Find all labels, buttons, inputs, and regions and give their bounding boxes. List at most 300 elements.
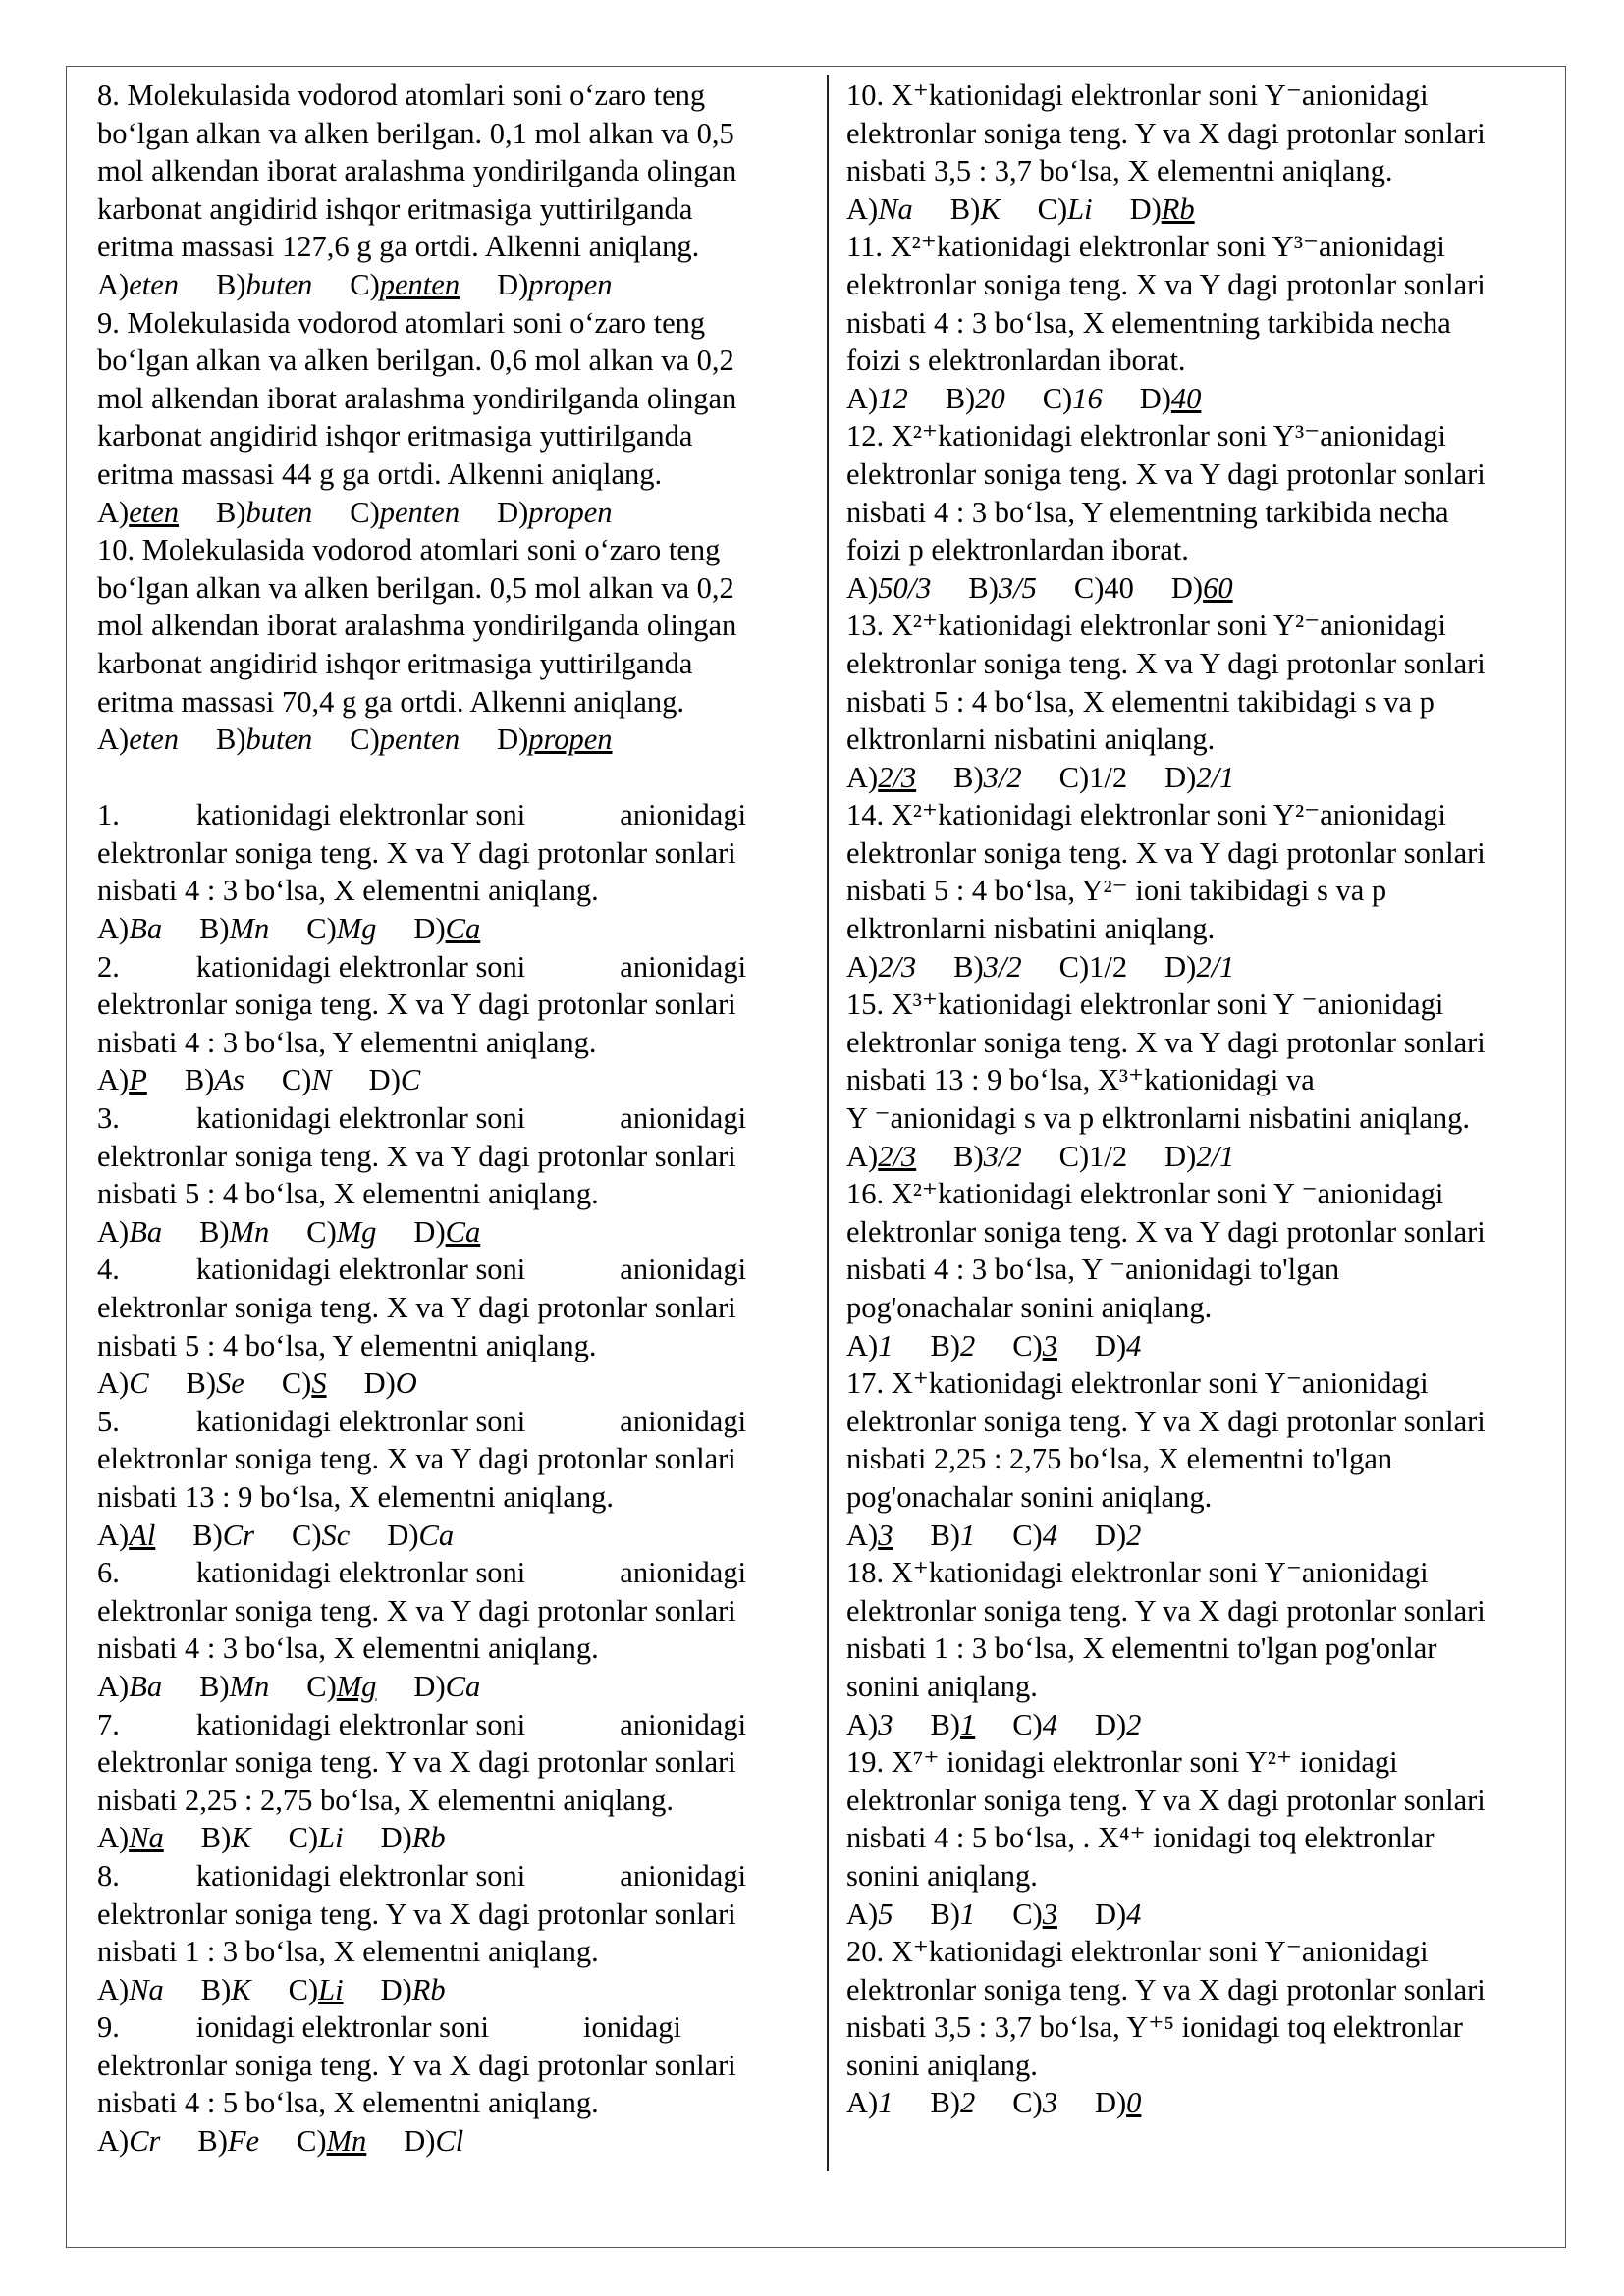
option-letter: C) [1012,1707,1043,1741]
option-value: C [400,1063,421,1097]
option-letter: A) [97,1821,130,1855]
question-text-line: bo‘lgan alkan va alken berilgan. 0,5 mol alkan va 0,2 [97,570,734,605]
option-value: 1/2 [1089,949,1128,984]
answer-option-correct [97,1819,164,1857]
answer-option [846,1327,893,1365]
answer-option [97,1971,164,2009]
option-value: N [311,1063,332,1097]
question-text-line: pog'onachalar sonini aniqlang. [846,1479,1213,1514]
question-text-line: 14. X²⁺kationidagi elektronlar soni Y²⁻anionidagi [846,798,1446,832]
option-letter: D) [380,1821,412,1855]
question-stem-line [97,2008,806,2047]
question-text-line: mol alkendan iborat aralashma yondirilganda olingan [97,381,737,415]
option-value: C [129,1366,149,1401]
option-value: penten [379,267,460,301]
option-letter: D) [497,267,529,301]
answer-option [1164,759,1234,797]
answer-option [289,1819,344,1857]
answer-option-correct [1012,1327,1057,1365]
option-value: 1 [959,1707,976,1741]
answer-options [97,1061,806,1099]
answer-option [199,1668,269,1706]
answer-option [1012,1517,1057,1555]
option-value: S [311,1366,327,1401]
question-stem-text: ionidagi elektronlar soni [195,2010,490,2045]
option-value: 2/1 [1196,949,1235,984]
option-value: 3 [1042,1328,1057,1362]
option-letter: B) [949,191,981,226]
answer-option [1038,190,1093,229]
answer-option [968,569,1036,608]
option-value: Mn [229,1214,270,1249]
question-number: 6. [97,1556,120,1590]
answer-option [97,2122,160,2161]
question-number: 1. [97,798,120,832]
option-value: Ba [129,1214,163,1249]
answer-options [97,266,806,304]
answer-option [282,1061,332,1099]
option-value: Mg [336,912,377,946]
option-value: eten [129,722,179,757]
answer-options [846,2084,1553,2122]
option-value: Li [318,1821,344,1855]
answer-option-correct [297,2122,366,2161]
answer-option-correct [497,721,612,759]
option-letter: C) [1037,191,1068,226]
question-text-line: elektronlar soniga teng. X va Y dagi protonlar sonlari [846,646,1486,680]
option-value: Mn [326,2124,367,2159]
option-letter: B) [930,1328,960,1362]
question-text-line: karbonat angidirid ishqor eritmasiga yuttirilganda [97,419,693,454]
option-letter: B) [953,1139,984,1173]
option-value: O [395,1366,417,1401]
answer-option [950,190,1001,229]
option-letter: B) [216,495,246,529]
question-text-line: elektronlar soniga teng. X va Y dagi protonlar sonlari [846,835,1486,870]
option-value: Na [878,191,913,226]
option-letter: D) [413,1669,446,1703]
option-letter: C) [306,1669,337,1703]
option-letter: A) [846,1896,879,1931]
question-stem-line [97,796,806,834]
answer-option [1095,1327,1141,1365]
question-stem-text: anionidagi [620,1556,747,1590]
option-letter: D) [380,1972,412,2006]
question-text-line: eritma massasi 44 g ga ortdi. Alkenni aniqlang. [97,456,663,491]
option-value: 2 [959,2086,976,2120]
question-text-line: elektronlar soniga teng. Y va X dagi protonlar sonlari [846,116,1486,150]
answer-option [1164,948,1234,987]
option-letter: C) [288,1821,319,1855]
option-letter: A) [846,760,879,794]
question-stem-line [97,1554,806,1592]
question-text-line: 12. X²⁺kationidagi elektronlar soni Y³⁻anionidagi [846,419,1446,454]
question-text-line: bo‘lgan alkan va alken berilgan. 0,1 mol alkan va 0,5 [97,116,734,150]
answer-option [199,1213,269,1252]
answer-option [1095,1517,1141,1555]
answer-option [1095,1706,1141,1744]
answer-option [185,1061,244,1099]
option-letter: A) [97,1518,130,1552]
question-text-line: nisbati 4 : 3 bo‘lsa, X elementning tarkibida necha [846,305,1451,340]
option-letter: C) [1012,1518,1043,1552]
question-text-line: sonini aniqlang. [846,1858,1038,1893]
question-number: 4. [97,1253,120,1287]
option-value: 1/2 [1089,1139,1128,1173]
question-stem-line [97,1251,806,1289]
question-number: 7. [97,1707,120,1741]
question-text-line: elektronlar soniga teng. Y va X dagi protonlar sonlari [97,2048,736,2082]
option-value: Na [129,1972,164,2006]
option-value: 3/2 [983,949,1022,984]
question-text-line: mol alkendan iborat aralashma yondirilganda olingan [97,154,737,188]
option-value: 2/3 [878,1139,917,1173]
answer-option [381,1819,446,1857]
question-text-line: 19. X⁷⁺ ionidagi elektronlar soni Y²⁺ ionidagi [846,1745,1398,1780]
answer-option-correct [1130,190,1195,229]
question-text-line: nisbati 3,5 : 3,7 bo‘lsa, Y⁺⁵ ionidagi toq elektronlar [846,2010,1463,2045]
option-letter: D) [1164,1139,1197,1173]
option-value: 3/2 [983,1139,1022,1173]
answer-option [216,494,312,532]
answer-option [292,1517,350,1555]
option-value: 5 [878,1896,893,1931]
question-text-line: nisbati 1 : 3 bo‘lsa, X elementni aniqlang. [97,1935,599,1969]
answer-option [216,266,312,304]
option-value: Li [1067,191,1093,226]
option-value: K [231,1972,251,2006]
answer-options [846,1896,1553,1934]
option-letter: B) [197,2124,228,2159]
option-letter: C) [1012,1328,1043,1362]
answer-option [97,1213,162,1252]
option-letter: B) [953,949,984,984]
question-text-line: 8. Molekulasida vodorod atomlari soni o‘zaro teng [97,79,706,112]
option-value: Mg [336,1669,377,1703]
answer-option [846,948,916,987]
question-text-line: elktronlarni nisbatini aniqlang. [846,912,1216,946]
answer-options [97,1517,806,1555]
question-text-line: nisbati 4 : 5 bo‘lsa, X elementni aniqlang. [97,2086,599,2120]
answer-option [846,380,908,418]
question-text-line: foizi p elektronlardan iborat. [846,533,1189,567]
question-text-line: nisbati 5 : 4 bo‘lsa, X elementni takibidagi s va p [846,684,1435,719]
question-text-line: nisbati 4 : 3 bo‘lsa, X elementni aniqlang. [97,874,599,908]
question-text-line: elektronlar soniga teng. X va Y dagi protonlar sonlari [97,1291,736,1324]
option-value: As [214,1063,244,1097]
answer-option [953,948,1021,987]
option-letter: B) [930,2086,960,2120]
answer-option [404,2122,463,2161]
answer-options [846,1517,1553,1555]
question-text-line: elektronlar soniga teng. Y va X dagi protonlar sonlari [97,1745,736,1780]
option-letter: D) [387,1518,419,1552]
option-value: 4 [1126,1896,1142,1931]
answer-option-correct [846,1517,893,1555]
option-value: Rb [1161,191,1195,226]
question-number: 5. [97,1404,120,1438]
question-text-line: karbonat angidirid ishqor eritmasiga yuttirilganda [97,191,693,226]
option-value: 1 [878,1328,893,1362]
option-value: 2 [1126,1707,1142,1741]
question-text-line: elektronlar soniga teng. Y va X dagi protonlar sonlari [846,1404,1486,1438]
option-value: 3 [878,1518,893,1552]
option-letter: A) [97,1214,130,1249]
answer-option [846,190,913,229]
option-value: propen [528,722,613,757]
option-letter: C) [306,1214,337,1249]
option-value: 40 [1170,381,1202,415]
answer-option-correct [306,1668,376,1706]
option-letter: B) [930,1896,960,1931]
question-text-line: elektronlar soniga teng. X va Y dagi protonlar sonlari [846,1025,1486,1059]
question-text-line: nisbati 4 : 3 bo‘lsa, X elementni aniqlang. [97,1631,599,1666]
option-letter: D) [413,1214,446,1249]
option-letter: B) [930,1707,960,1741]
option-value: Ca [418,1518,455,1552]
option-value: Al [129,1518,156,1552]
answer-option [497,266,612,304]
option-value: Ca [445,1214,481,1249]
question-stem-line [97,1099,806,1138]
answer-options [846,1138,1553,1176]
answer-options [97,1819,806,1857]
option-letter: C) [281,1063,312,1097]
answer-options [97,1971,806,2009]
answer-option [97,721,179,759]
option-value: buten [245,495,313,529]
option-letter: A) [846,1328,879,1362]
answer-option [97,1364,149,1403]
question-text-line: nisbati 4 : 3 bo‘lsa, Y elementning tarkibida necha [846,495,1449,529]
answer-option [350,721,460,759]
question-text-line: elektronlar soniga teng. X va Y dagi protonlar sonlari [97,1593,736,1628]
option-letter: D) [1094,2086,1127,2120]
option-value: 1 [959,1896,976,1931]
option-letter: C) [1012,1896,1043,1931]
answer-option [930,1517,975,1555]
question-stem-text: kationidagi elektronlar soni [195,798,526,832]
answer-option [369,1061,421,1099]
answer-option-correct [1140,380,1202,418]
right-column [846,77,1553,2122]
answer-option [199,910,269,948]
option-value: buten [245,267,313,301]
answer-option [1043,380,1103,418]
question-text-line: elektronlar soniga teng. Y va X dagi protonlar sonlari [846,1972,1486,2006]
answer-option-correct [97,1061,147,1099]
question-text-line: nisbati 2,25 : 2,75 bo‘lsa, X elementni to'lgan [846,1442,1393,1476]
option-value: 16 [1072,381,1103,415]
question-text-line: elektronlar soniga teng. Y va X dagi protonlar sonlari [97,1896,736,1931]
answer-option [1059,759,1127,797]
option-letter: A) [97,1669,130,1703]
option-letter: B) [186,1366,217,1401]
question-text-line: nisbati 5 : 4 bo‘lsa, X elementni aniqlang. [97,1177,599,1211]
question-text-line: 16. X²⁺kationidagi elektronlar soni Y ⁻anionidagi [846,1177,1444,1211]
option-letter: C) [1058,949,1090,984]
option-value: Cr [222,1518,255,1552]
option-value: Ba [129,912,163,946]
question-text-line: foizi s elektronlardan iborat. [846,344,1186,378]
question-text-line: 17. X⁺kationidagi elektronlar soni Y⁻anionidagi [846,1366,1429,1401]
question-text-line: 10. X⁺kationidagi elektronlar soni Y⁻anionidagi [846,79,1429,112]
answer-option [1095,1896,1141,1934]
answer-option-correct [1171,569,1233,608]
answer-option-correct [413,910,480,948]
option-letter: C) [281,1366,312,1401]
option-letter: C) [292,1518,322,1552]
question-text-line: elektronlar soniga teng. X va Y dagi protonlar sonlari [846,1214,1486,1249]
option-value: 3 [1042,1896,1057,1931]
question-text-line: elektronlar soniga teng. X va Y dagi protonlar sonlari [846,267,1486,301]
answer-option [97,266,179,304]
option-value: 2/1 [1196,1139,1235,1173]
question-stem-text: ionidagi [583,2010,681,2045]
question-stem-line [97,1706,806,1744]
answer-option-correct [846,1138,916,1176]
answer-option [364,1364,417,1403]
answer-option [187,1364,244,1403]
answer-option [930,2084,975,2122]
question-text-line: elektronlar soniga teng. X va Y dagi protonlar sonlari [846,456,1486,491]
answer-option-correct [282,1364,327,1403]
question-number: 8. [97,1858,120,1893]
answer-options [97,721,806,759]
question-stem-text: kationidagi elektronlar soni [195,1404,526,1438]
option-letter: A) [846,570,879,605]
option-value: buten [245,722,313,757]
option-letter: D) [1129,191,1162,226]
answer-option [216,721,312,759]
answer-option [946,380,1005,418]
option-letter: C) [1012,2086,1043,2120]
option-letter: A) [846,1139,879,1173]
answer-options [846,190,1553,229]
option-value: Rb [411,1821,446,1855]
answer-option [306,1213,376,1252]
option-value: penten [379,722,460,757]
option-letter: D) [1094,1707,1127,1741]
option-letter: B) [216,267,246,301]
option-letter: B) [199,1669,230,1703]
question-text-line: eritma massasi 127,6 g ga ortdi. Alkenni aniqlang. [97,230,700,264]
option-letter: D) [497,722,529,757]
answer-option-correct [1095,2084,1141,2122]
answer-option [930,1327,975,1365]
answer-options [846,569,1553,608]
option-letter: D) [1094,1896,1127,1931]
answer-option [387,1517,454,1555]
question-text-line: 9. Molekulasida vodorod atomlari soni o‘zaro teng [97,305,706,340]
answer-option [953,1138,1021,1176]
option-value: 3/5 [998,570,1037,605]
question-stem-text: kationidagi elektronlar soni [195,949,526,984]
answer-options [846,380,1553,418]
column-divider [827,75,829,2171]
option-letter: D) [497,495,529,529]
option-letter: D) [1094,1328,1127,1362]
answer-option [306,910,376,948]
question-stem-text: kationidagi elektronlar soni [195,1253,526,1287]
option-value: Cr [129,2124,161,2159]
answer-option [846,1706,893,1744]
answer-options [846,1327,1553,1365]
question-text-line: karbonat angidirid ishqor eritmasiga yuttirilganda [97,646,693,680]
answer-option [1012,1706,1057,1744]
option-value: propen [528,495,613,529]
question-stem-line [97,1403,806,1441]
question-text-line: sonini aniqlang. [846,2048,1038,2082]
option-letter: C) [1073,570,1105,605]
option-value: Ba [129,1669,163,1703]
option-letter: D) [1164,760,1197,794]
option-value: 4 [1042,1707,1057,1741]
question-text-line: nisbati 5 : 4 bo‘lsa, Y elementni aniqlang. [97,1328,597,1362]
option-value: Sc [321,1518,351,1552]
question-text-line: nisbati 4 : 3 bo‘lsa, Y ⁻anionidagi to'lgan [846,1253,1340,1287]
option-value: Na [129,1821,164,1855]
answer-option [381,1971,446,2009]
option-letter: B) [200,1972,232,2006]
question-text-line: elektronlar soniga teng. X va Y dagi protonlar sonlari [97,1442,736,1476]
answer-option [97,1668,162,1706]
question-text-line: elektronlar soniga teng. X va Y dagi protonlar sonlari [97,1139,736,1173]
option-value: 1 [959,1518,976,1552]
answer-option-correct [289,1971,344,2009]
option-letter: C) [350,722,380,757]
left-column [97,77,806,2161]
option-letter: B) [199,912,230,946]
option-letter: B) [200,1821,232,1855]
option-value: 0 [1126,2086,1142,2120]
question-number: 9. [97,2010,120,2045]
answer-options [97,910,806,948]
question-text-line: 20. X⁺kationidagi elektronlar soni Y⁻anionidagi [846,1935,1429,1969]
option-letter: C) [1058,760,1090,794]
answer-options [97,1213,806,1252]
option-letter: D) [413,912,446,946]
question-text-line: eritma massasi 70,4 g ga ortdi. Alkenni aniqlang. [97,684,685,719]
option-value: 40 [1104,570,1134,605]
answer-option [846,1896,893,1934]
option-value: K [231,1821,251,1855]
option-value: Rb [411,1972,446,2006]
answer-option [497,494,612,532]
question-text-line: nisbati 3,5 : 3,7 bo‘lsa, X elementni aniqlang. [846,154,1393,188]
option-letter: A) [97,1063,130,1097]
option-letter: A) [97,722,130,757]
option-letter: A) [97,495,130,529]
option-letter: D) [1170,570,1204,605]
option-letter: B) [216,722,246,757]
option-value: 1/2 [1089,760,1128,794]
question-stem-text: anionidagi [620,798,747,832]
option-value: 20 [975,381,1005,415]
question-text-line: elektronlar soniga teng. X va Y dagi protonlar sonlari [97,988,736,1022]
option-letter: B) [199,1214,230,1249]
option-letter: D) [368,1063,401,1097]
answer-option-correct [1059,948,1127,987]
question-text-line: mol alkendan iborat aralashma yondirilganda olingan [97,609,737,643]
option-letter: B) [192,1518,223,1552]
question-text-line: nisbati 13 : 9 bo‘lsa, X elementni aniqlang. [97,1479,615,1514]
option-value: 2 [1126,1518,1142,1552]
answer-option [201,1971,251,2009]
answer-option-correct [413,1213,480,1252]
question-text-line: 11. X²⁺kationidagi elektronlar soni Y³⁻anionidagi [846,230,1445,264]
question-text-line: nisbati 13 : 9 bo‘lsa, X³⁺kationidagi va [846,1063,1315,1097]
